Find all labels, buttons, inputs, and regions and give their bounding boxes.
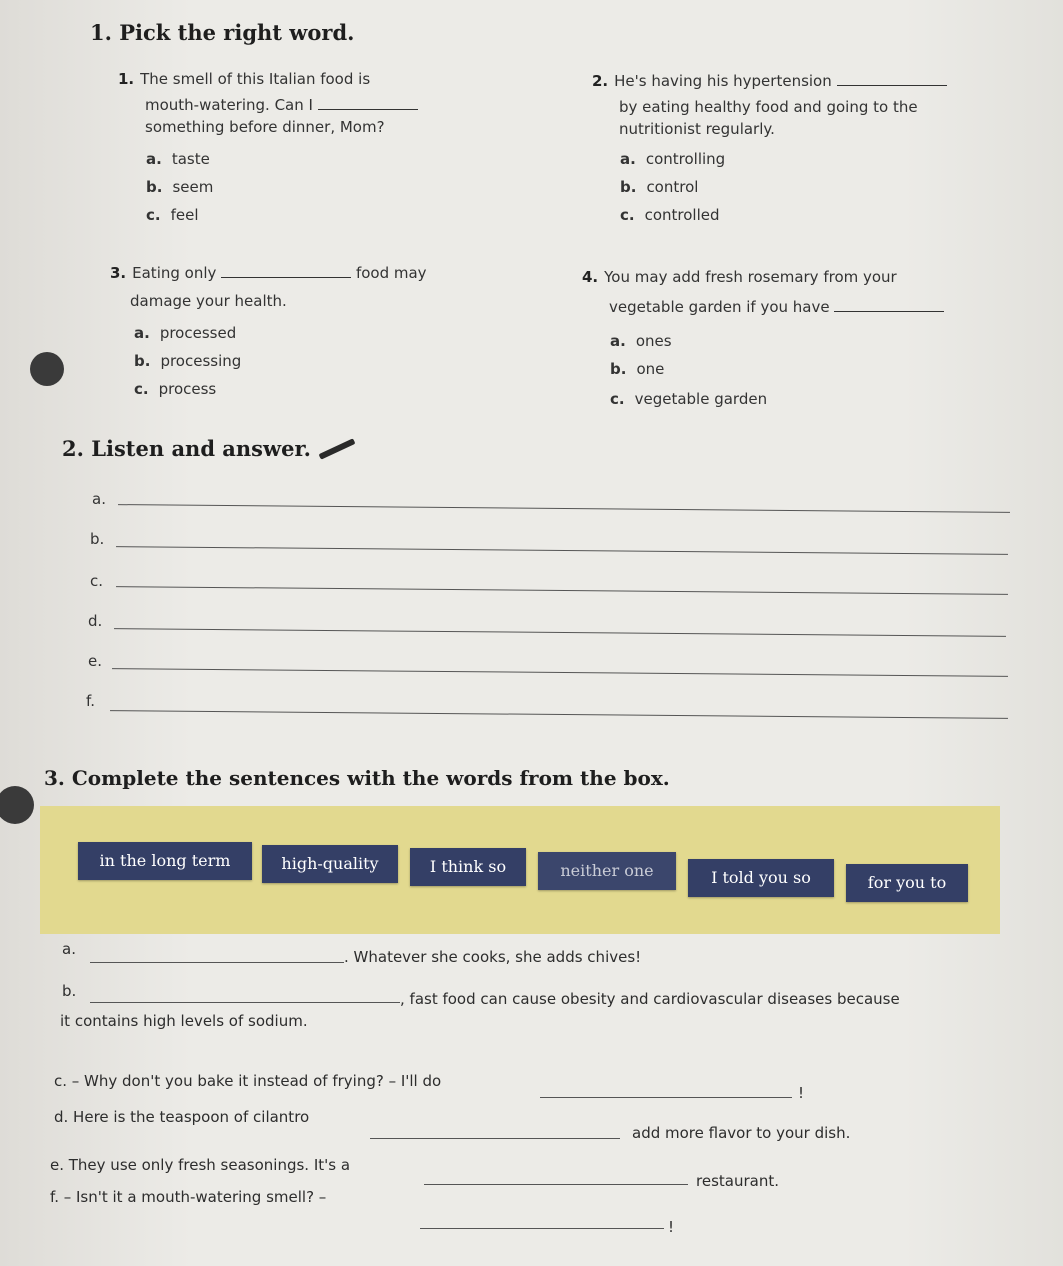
question-3-number: 3. <box>110 264 127 282</box>
question-1-line3: something before dinner, Mom? <box>145 118 385 136</box>
sentence-e-blank[interactable] <box>424 1184 688 1185</box>
q2-option-c[interactable] <box>620 206 720 224</box>
q3-option-b[interactable] <box>134 352 241 370</box>
sentence-b-line2: it contains high levels of sodium. <box>60 1012 308 1030</box>
sentence-d-end: add more flavor to your dish. <box>632 1124 851 1142</box>
word-chip-in-the-long-term[interactable]: in the long term <box>78 842 252 880</box>
q1-option-b-letter: b. <box>146 178 163 196</box>
word-chip-for-you-to[interactable]: for you to <box>846 864 968 902</box>
question-4-number: 4. <box>582 268 599 286</box>
q3-option-a[interactable] <box>134 324 236 342</box>
word-chip-neither-one[interactable]: neither one <box>538 852 676 890</box>
q4-option-a[interactable] <box>610 332 672 350</box>
q1-option-a[interactable] <box>146 150 210 168</box>
sentence-c-end: ! <box>798 1084 805 1102</box>
q3-option-b-text: processing <box>160 352 242 370</box>
question-4 <box>582 266 1032 318</box>
q3-option-c-text: process <box>158 380 217 398</box>
question-2-line3: nutritionist regularly. <box>619 120 775 138</box>
answer-label-a: a. <box>92 490 106 508</box>
q3-option-a-letter: a. <box>134 324 150 342</box>
sentence-f-end: ! <box>668 1218 675 1236</box>
q1-option-b[interactable] <box>146 178 213 196</box>
question-3-blank[interactable] <box>221 263 351 278</box>
question-1-blank[interactable] <box>318 95 418 110</box>
question-4-blank[interactable] <box>834 297 944 312</box>
question-2-number: 2. <box>592 72 609 90</box>
q4-option-b-text: one <box>636 360 665 378</box>
section3-title: 3. Complete the sentences with the words from the box. <box>44 766 670 790</box>
q2-option-c-text: controlled <box>644 206 720 224</box>
q1-option-c-letter: c. <box>146 206 161 224</box>
question-3-line1a: Eating only <box>132 264 217 282</box>
sentence-b-blank[interactable] <box>90 1002 400 1003</box>
answer-label-f: f. <box>86 692 95 710</box>
section1-title: 1. Pick the right word. <box>90 20 355 45</box>
question-1-line1: The smell of this Italian food is <box>140 70 371 88</box>
sentence-b-text: , fast food can cause obesity and cardiovascular diseases because <box>400 990 900 1008</box>
sentence-d-text: d. Here is the teaspoon of cilantro <box>54 1108 310 1126</box>
q4-option-c-letter: c. <box>610 390 625 408</box>
q4-option-b-letter: b. <box>610 360 627 378</box>
question-3-line1b: food may <box>355 264 427 282</box>
question-2-blank[interactable] <box>837 71 947 86</box>
question-3-line2: damage your health. <box>130 292 287 310</box>
question-4-line1: You may add fresh rosemary from your <box>604 268 897 286</box>
sentence-b-letter: b. <box>62 982 77 1000</box>
word-chip-i-told-you-so[interactable]: I told you so <box>688 859 834 897</box>
word-chip-high-quality[interactable]: high-quality <box>262 845 398 883</box>
sentence-f-text: f. – Isn't it a mouth-watering smell? – <box>50 1188 327 1206</box>
q4-option-b[interactable] <box>610 360 664 378</box>
q3-option-b-letter: b. <box>134 352 151 370</box>
sentence-c-text: c. – Why don't you bake it instead of frying? – I'll do <box>54 1072 442 1090</box>
q2-option-a[interactable] <box>620 150 725 168</box>
sentence-a-blank[interactable] <box>90 962 344 963</box>
question-2-line1: He's having his hypertension <box>614 72 832 90</box>
q4-option-a-text: ones <box>635 332 672 350</box>
q1-option-b-text: seem <box>172 178 214 196</box>
answer-label-d: d. <box>88 612 103 630</box>
section2-title: 2. Listen and answer. <box>62 436 311 461</box>
sentence-e-text: e. They use only fresh seasonings. It's a <box>50 1156 351 1174</box>
q1-option-c-text: feel <box>170 206 199 224</box>
question-3 <box>110 262 530 312</box>
q2-option-c-letter: c. <box>620 206 635 224</box>
q1-option-a-letter: a. <box>146 150 162 168</box>
question-4-line2: vegetable garden if you have <box>609 298 830 316</box>
sentence-f-blank[interactable] <box>420 1228 664 1229</box>
q4-option-c-text: vegetable garden <box>634 390 768 408</box>
question-1-line2: mouth-watering. Can I <box>145 96 313 114</box>
q3-option-a-text: processed <box>159 324 237 342</box>
q4-option-c[interactable] <box>610 390 767 408</box>
answer-label-b: b. <box>90 530 105 548</box>
question-1 <box>118 68 478 138</box>
q4-option-a-letter: a. <box>610 332 626 350</box>
answer-label-c: c. <box>90 572 104 590</box>
sentence-c-blank[interactable] <box>540 1097 792 1098</box>
question-1-number: 1. <box>118 70 135 88</box>
q3-option-c[interactable] <box>134 380 216 398</box>
sentence-a-letter: a. <box>62 940 76 958</box>
binder-hole-top <box>30 352 64 386</box>
q2-option-a-letter: a. <box>620 150 636 168</box>
q2-option-a-text: controlling <box>645 150 726 168</box>
answer-label-e: e. <box>88 652 102 670</box>
question-2-line2: by eating healthy food and going to the <box>619 98 918 116</box>
q1-option-a-text: taste <box>171 150 210 168</box>
sentence-a-text: . Whatever she cooks, she adds chives! <box>344 948 642 966</box>
q2-option-b[interactable] <box>620 178 698 196</box>
q2-option-b-letter: b. <box>620 178 637 196</box>
sentence-d-blank[interactable] <box>370 1138 620 1139</box>
sentence-e-end: restaurant. <box>696 1172 779 1190</box>
word-chip-i-think-so[interactable]: I think so <box>410 848 526 886</box>
q2-option-b-text: control <box>646 178 699 196</box>
q1-option-c[interactable] <box>146 206 199 224</box>
q3-option-c-letter: c. <box>134 380 149 398</box>
question-2 <box>592 70 1032 140</box>
